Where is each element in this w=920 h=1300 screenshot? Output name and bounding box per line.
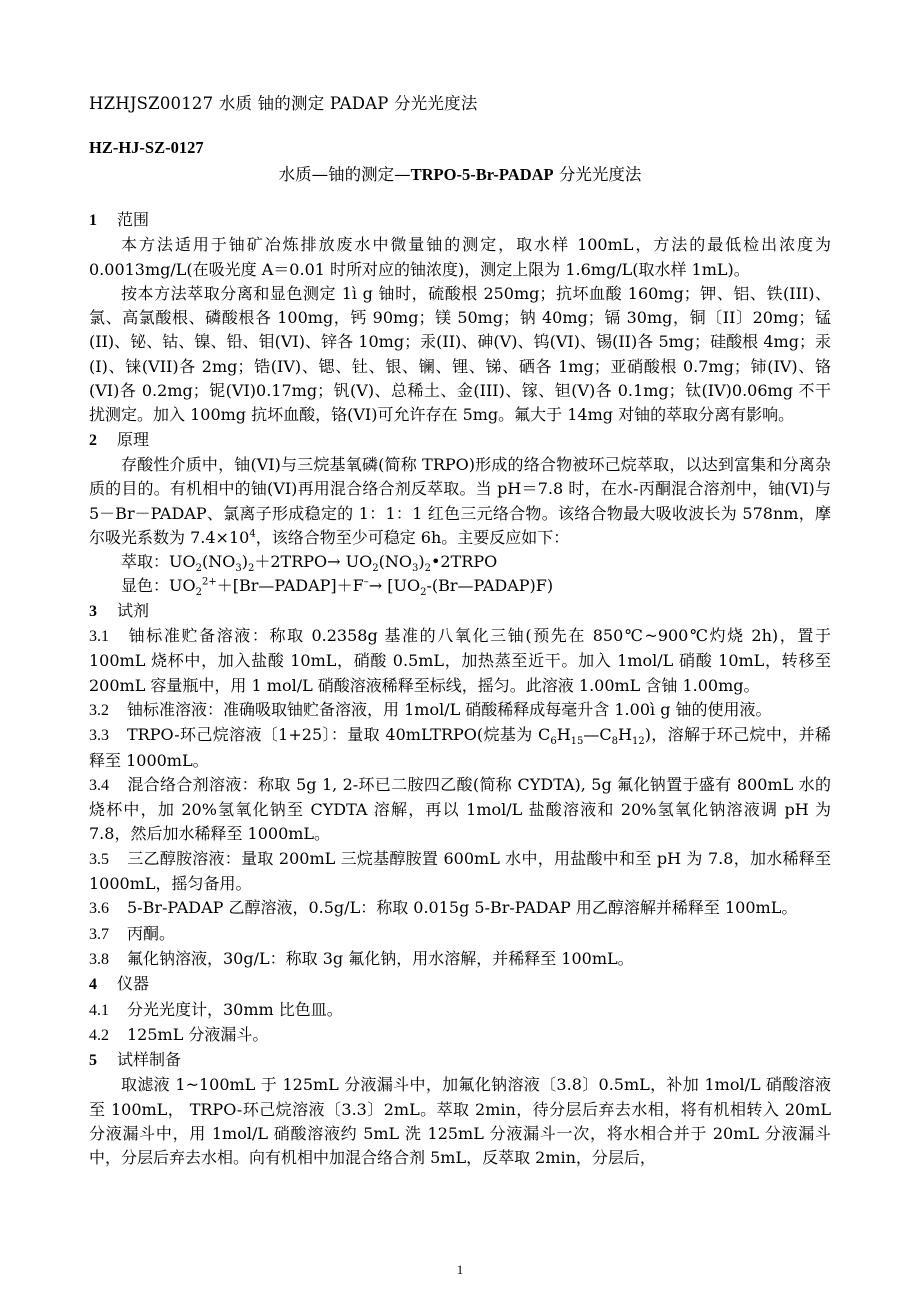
item-number: 3.7 xyxy=(89,925,109,943)
item-number: 4.1 xyxy=(89,1001,109,1019)
item-number: 3.3 xyxy=(89,727,109,745)
section-heading-sample-prep xyxy=(89,1048,831,1073)
eq-sub: 3 xyxy=(411,563,419,575)
document-title xyxy=(0,161,920,185)
item-text: 分光光度计，30mm 比色皿。 xyxy=(127,999,343,1019)
item-text: 125mL 分液漏斗。 xyxy=(127,1024,269,1044)
item-text: 铀标准贮备溶液：称取 0.2358g 基准的八氧化三铀(预先在 850℃~900℃灼烧 2h)，置于 100mL 烧杯中，加入盐酸 10mL，硝酸 0.5mL，加热蒸至近干。加入 1mol/L 硝酸 10mL，转移至 200mL 容量瓶中，用 1 mol/L 硝酸溶液稀释至标线，摇匀。此溶液 1.00mL 含铀 1.00mg。 xyxy=(89,626,831,695)
eq-sub: 2 xyxy=(420,587,427,599)
eq-sub: 2 xyxy=(247,563,255,575)
paragraph: 按本方法萃取分离和显色测定 1ì g 铀时，硫酸根 250mg；抗坏血酸 160mg；钾、铝、铁(III)、氯、高氯酸根、磷酸根各 100mg，钙 90mg；镁 50mg；钠 40mg；镉 30mg，铜〔II〕20mg；锰(II)、铋、钴、镍、铅、钼(VI)、锌各 10mg；汞(II)、砷(V)、钨(VI)、锡(II)各 5mg；硅酸根 4mg；汞(I)、铼(VII)各 2mg；锆(IV)、锶、钍、银、镧、锂、锑、硒各 1mg；亚硝酸根 0.7mg；铈(IV)、铬(VI)各 0.2mg；铌(VI)0.17mg；钒(V)、总稀土、金(III)、镓、钽(V)各 0.1mg；钛(IV)0.06mg 不干扰测定。加入 100mg 抗坏血酸，铬(VI)可允许存在 5mg。氟大于 14mg 对铀的萃取分离有影响。 xyxy=(89,283,831,425)
eq-text: ＋2TRPO→ UO xyxy=(254,552,373,572)
equation-label: 萃取： xyxy=(121,552,170,572)
item-number: 3.1 xyxy=(89,628,109,646)
section-number: 1 xyxy=(89,212,97,229)
paragraph xyxy=(89,453,831,550)
apparatus-item xyxy=(89,1023,831,1048)
reagent-item xyxy=(89,723,831,773)
reagent-item xyxy=(89,698,831,723)
eq-sub: 2 xyxy=(372,563,379,575)
item-number: 3.5 xyxy=(89,850,109,868)
section-title: 试剂 xyxy=(117,600,150,620)
eq-sup: – xyxy=(363,577,369,589)
reagent-item xyxy=(89,896,831,921)
title-reagent: TRPO-5-Br-PADAP xyxy=(410,165,554,184)
subscript: 8 xyxy=(611,736,618,748)
item-number: 3.4 xyxy=(89,776,109,794)
reagent-item xyxy=(89,947,831,972)
eq-text: → [UO xyxy=(368,576,421,596)
subscript: 6 xyxy=(550,736,557,748)
paragraph: 取滤液 1~100mL 于 125mL 分液漏斗中，加氟化钠溶液〔3.8〕0.5mL，补加 1mol/L 硝酸溶液至 100mL， TRPO-环己烷溶液〔3.3〕2mL。萃取 2min，待分层后弃去水相，将有机相转入 20mL 分液漏斗中，用 1mol/L 硝酸溶液约 5mL 洗 125mL 分液漏斗一次，将水相合并于 20mL 分液漏斗中，分层后弃去水相。向有机相中加混合络合剂 5mL，反萃取 2min，分层后， xyxy=(89,1075,831,1168)
item-text: 5-Br-PADAP 乙醇溶液，0.5g/L：称取 0.015g 5-Br-PADAP 用乙醇溶解并稀释至 100mL。 xyxy=(127,898,798,918)
eq-text: (NO xyxy=(378,552,412,572)
reagent-item xyxy=(89,922,831,947)
document-header-line: HZHJSZ00127 水质 铀的测定 PADAP 分光光度法 xyxy=(89,94,478,113)
section-number: 5 xyxy=(89,1052,97,1070)
standard-code: HZ-HJ-SZ-0127 xyxy=(89,138,204,157)
item-text: TRPO-环己烷溶液〔1+25〕：量取 40mLTRPO(烷基为 C xyxy=(127,725,551,745)
section-heading-principle xyxy=(89,428,831,453)
document-body xyxy=(89,208,831,1171)
section-number: 4 xyxy=(89,976,97,994)
reagent-item xyxy=(89,773,831,847)
text-run: ，该络合物至少可稳定 6h。主要反应如下： xyxy=(255,527,570,547)
item-text: H xyxy=(556,725,571,745)
eq-text: •2TRPO xyxy=(430,552,498,572)
equation-label: 显色： xyxy=(121,576,170,596)
subscript: 15 xyxy=(570,736,584,748)
section-title: 范围 xyxy=(117,210,150,229)
title-suffix: 分光光度法 xyxy=(553,165,642,184)
eq-sup: 2+ xyxy=(202,577,217,589)
item-text: 铀标准溶液：准确吸取铀贮备溶液，用 1mol/L 硝酸稀释成每毫升含 1.00ì g 铀的使用液。 xyxy=(127,699,772,719)
reagent-item xyxy=(89,624,831,698)
eq-text: -(Br—PADAP)F) xyxy=(426,576,554,596)
paragraph: 本方法适用于铀矿冶炼排放废水中微量铀的测定，取水样 100mL，方法的最低检出浓度为 0.0013mg/L(在吸光度 A＝0.01 时所对应的铀浓度)，测定上限为 1.6mg/L(取水样 1mL)。 xyxy=(89,235,831,279)
subscript: 12 xyxy=(631,736,645,748)
eq-sub: 3 xyxy=(235,563,242,575)
item-number: 4.2 xyxy=(89,1026,109,1044)
item-text: H xyxy=(618,725,632,745)
item-text: 氟化钠溶液，30g/L：称取 3g 氟化钠，用水溶解，并稀释至 100mL。 xyxy=(127,948,634,968)
section-title: 试样制备 xyxy=(117,1050,182,1070)
eq-text: UO xyxy=(169,576,196,596)
equation-coloration xyxy=(89,574,831,598)
eq-text: ) xyxy=(241,552,248,572)
text-run: 存酸性介质中，铀(VI)与三烷基氧磷(简称 TRPO)形成的络合物被环己烷萃取，以达到富集和分离杂质的目的。有机相中的铀(VI)再用混合络合剂反萃取。当 pH＝7.8 时，在水-丙酮混合溶剂中，铀(VI)与 5－Br－PADAP、氯离子形成稳定的 1：1：1 红色三元络合物。该络合物最大吸收波长为 578nm，摩尔吸光系数为 7.4×10 xyxy=(89,454,831,547)
eq-text: ＋[Br—PADAP]＋F xyxy=(216,576,364,596)
section-number: 3 xyxy=(89,602,97,620)
section-title: 原理 xyxy=(117,429,150,449)
eq-sub: 2 xyxy=(424,563,431,575)
eq-text: (NO xyxy=(202,552,236,572)
section-heading-scope xyxy=(89,208,831,233)
item-number: 3.6 xyxy=(89,900,109,918)
item-text: 丙酮。 xyxy=(127,923,176,943)
eq-sub: 2 xyxy=(195,563,202,575)
page-number: 1 xyxy=(456,1262,464,1277)
item-text: —C xyxy=(583,725,612,745)
reagent-item xyxy=(89,847,831,897)
title-prefix: 水质—铀的测定— xyxy=(278,165,411,184)
eq-text: UO xyxy=(169,552,196,572)
apparatus-item xyxy=(89,998,831,1023)
item-number: 3.2 xyxy=(89,701,109,719)
item-text: 混合络合剂溶液：称取 5g 1, 2-环已二胺四乙酸(简称 CYDTA), 5g 氟化钠置于盛有 800mL 水的烧杯中，加 20%氢氧化钠至 CYDTA 溶解，再以 1mol/L 盐酸溶液和 20%氢氧化钠溶液调 pH 为 7.8，然后加水稀释至 1000mL。 xyxy=(89,774,831,844)
superscript: 4 xyxy=(249,528,256,540)
section-heading-apparatus xyxy=(89,972,831,997)
item-text: 三乙醇胺溶液：量取 200mL 三烷基醇胺置 600mL 水中，用盐酸中和至 pH 为 7.8，加水稀释至 1000mL，摇匀备用。 xyxy=(89,848,831,894)
item-number: 3.8 xyxy=(89,950,109,968)
section-heading-reagents xyxy=(89,599,831,624)
section-title: 仪器 xyxy=(117,974,150,994)
eq-text: ) xyxy=(418,552,425,572)
equation-extraction xyxy=(89,550,831,574)
item-text: )，溶解于环己烷中，并稀释至 1000mL。 xyxy=(89,725,831,770)
eq-sub: 2 xyxy=(195,587,202,599)
section-number: 2 xyxy=(89,431,97,449)
